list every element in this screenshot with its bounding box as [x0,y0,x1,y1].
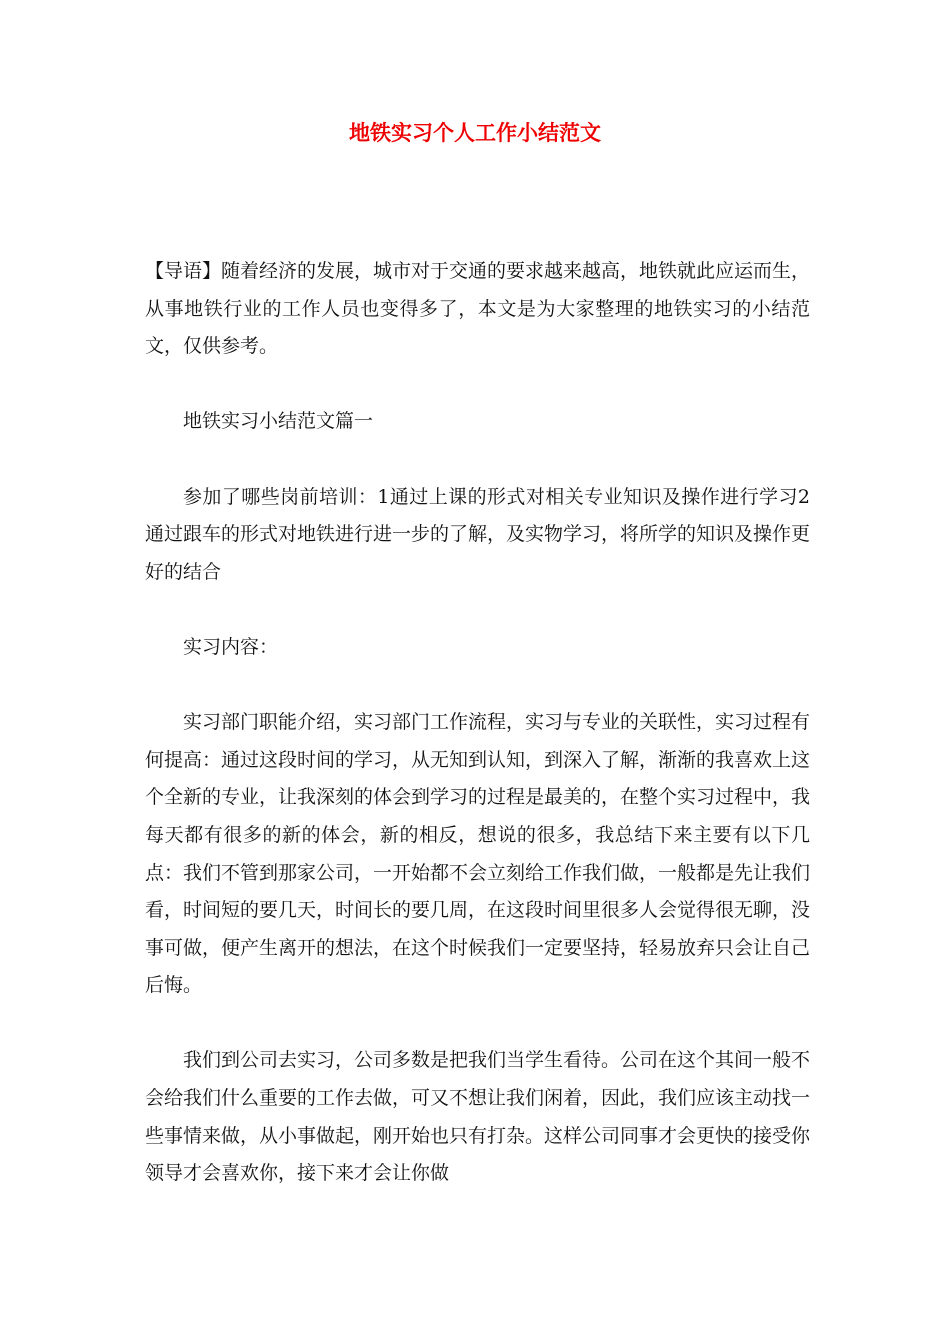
document-body [145,253,810,1230]
section-heading: 地铁实习小结范文篇一 [183,410,374,433]
body-paragraph: 实习部门职能介绍，实习部门工作流程，实习与专业的关联性，实习过程有何提高：通过这段时间的学习，从无知到认知，到深入了解，渐渐的我喜欢上这个全新的专业，让我深刻的体会到学习的过程是最美的，在整个实习过程中，我每天都有很多的新的体会，新的相反，想说的很多，我总结下来主要有以下几点：我们不管到那家公司，一开始都不会立刻给工作我们做，一般都是先让我们看，时间短的要几天，时间长的要几周，在这段时间里很多人会觉得很无聊，没事可做，便产生离开的想法，在这个时候我们一定要坚持，轻易放弃只会让自己后悔。 [145,711,811,997]
body-paragraph: 参加了哪些岗前培训：1通过上课的形式对相关专业知识及操作进行学习2通过跟车的形式对地铁进行进一步的了解，及实物学习，将所学的知识及操作更好的结合 [145,485,811,583]
subsection-heading: 实习内容： [183,635,279,658]
intro-paragraph: 【导语】随着经济的发展，城市对于交通的要求越来越高，地铁就此应运而生，从事地铁行业的工作人员也变得多了，本文是为大家整理的地铁实习的小结范文，仅供参考。 [145,260,811,358]
document-title: 地铁实习个人工作小结范文 [349,120,601,145]
body-paragraph: 我们到公司去实习，公司多数是把我们当学生看待。公司在这个其间一般不会给我们什么重要的工作去做，可又不想让我们闲着，因此，我们应该主动找一些事情来做，从小事做起，刚开始也只有打杂。这样公司同事才会更快的接受你领导才会喜欢你，接下来才会让你做 [145,1049,811,1185]
